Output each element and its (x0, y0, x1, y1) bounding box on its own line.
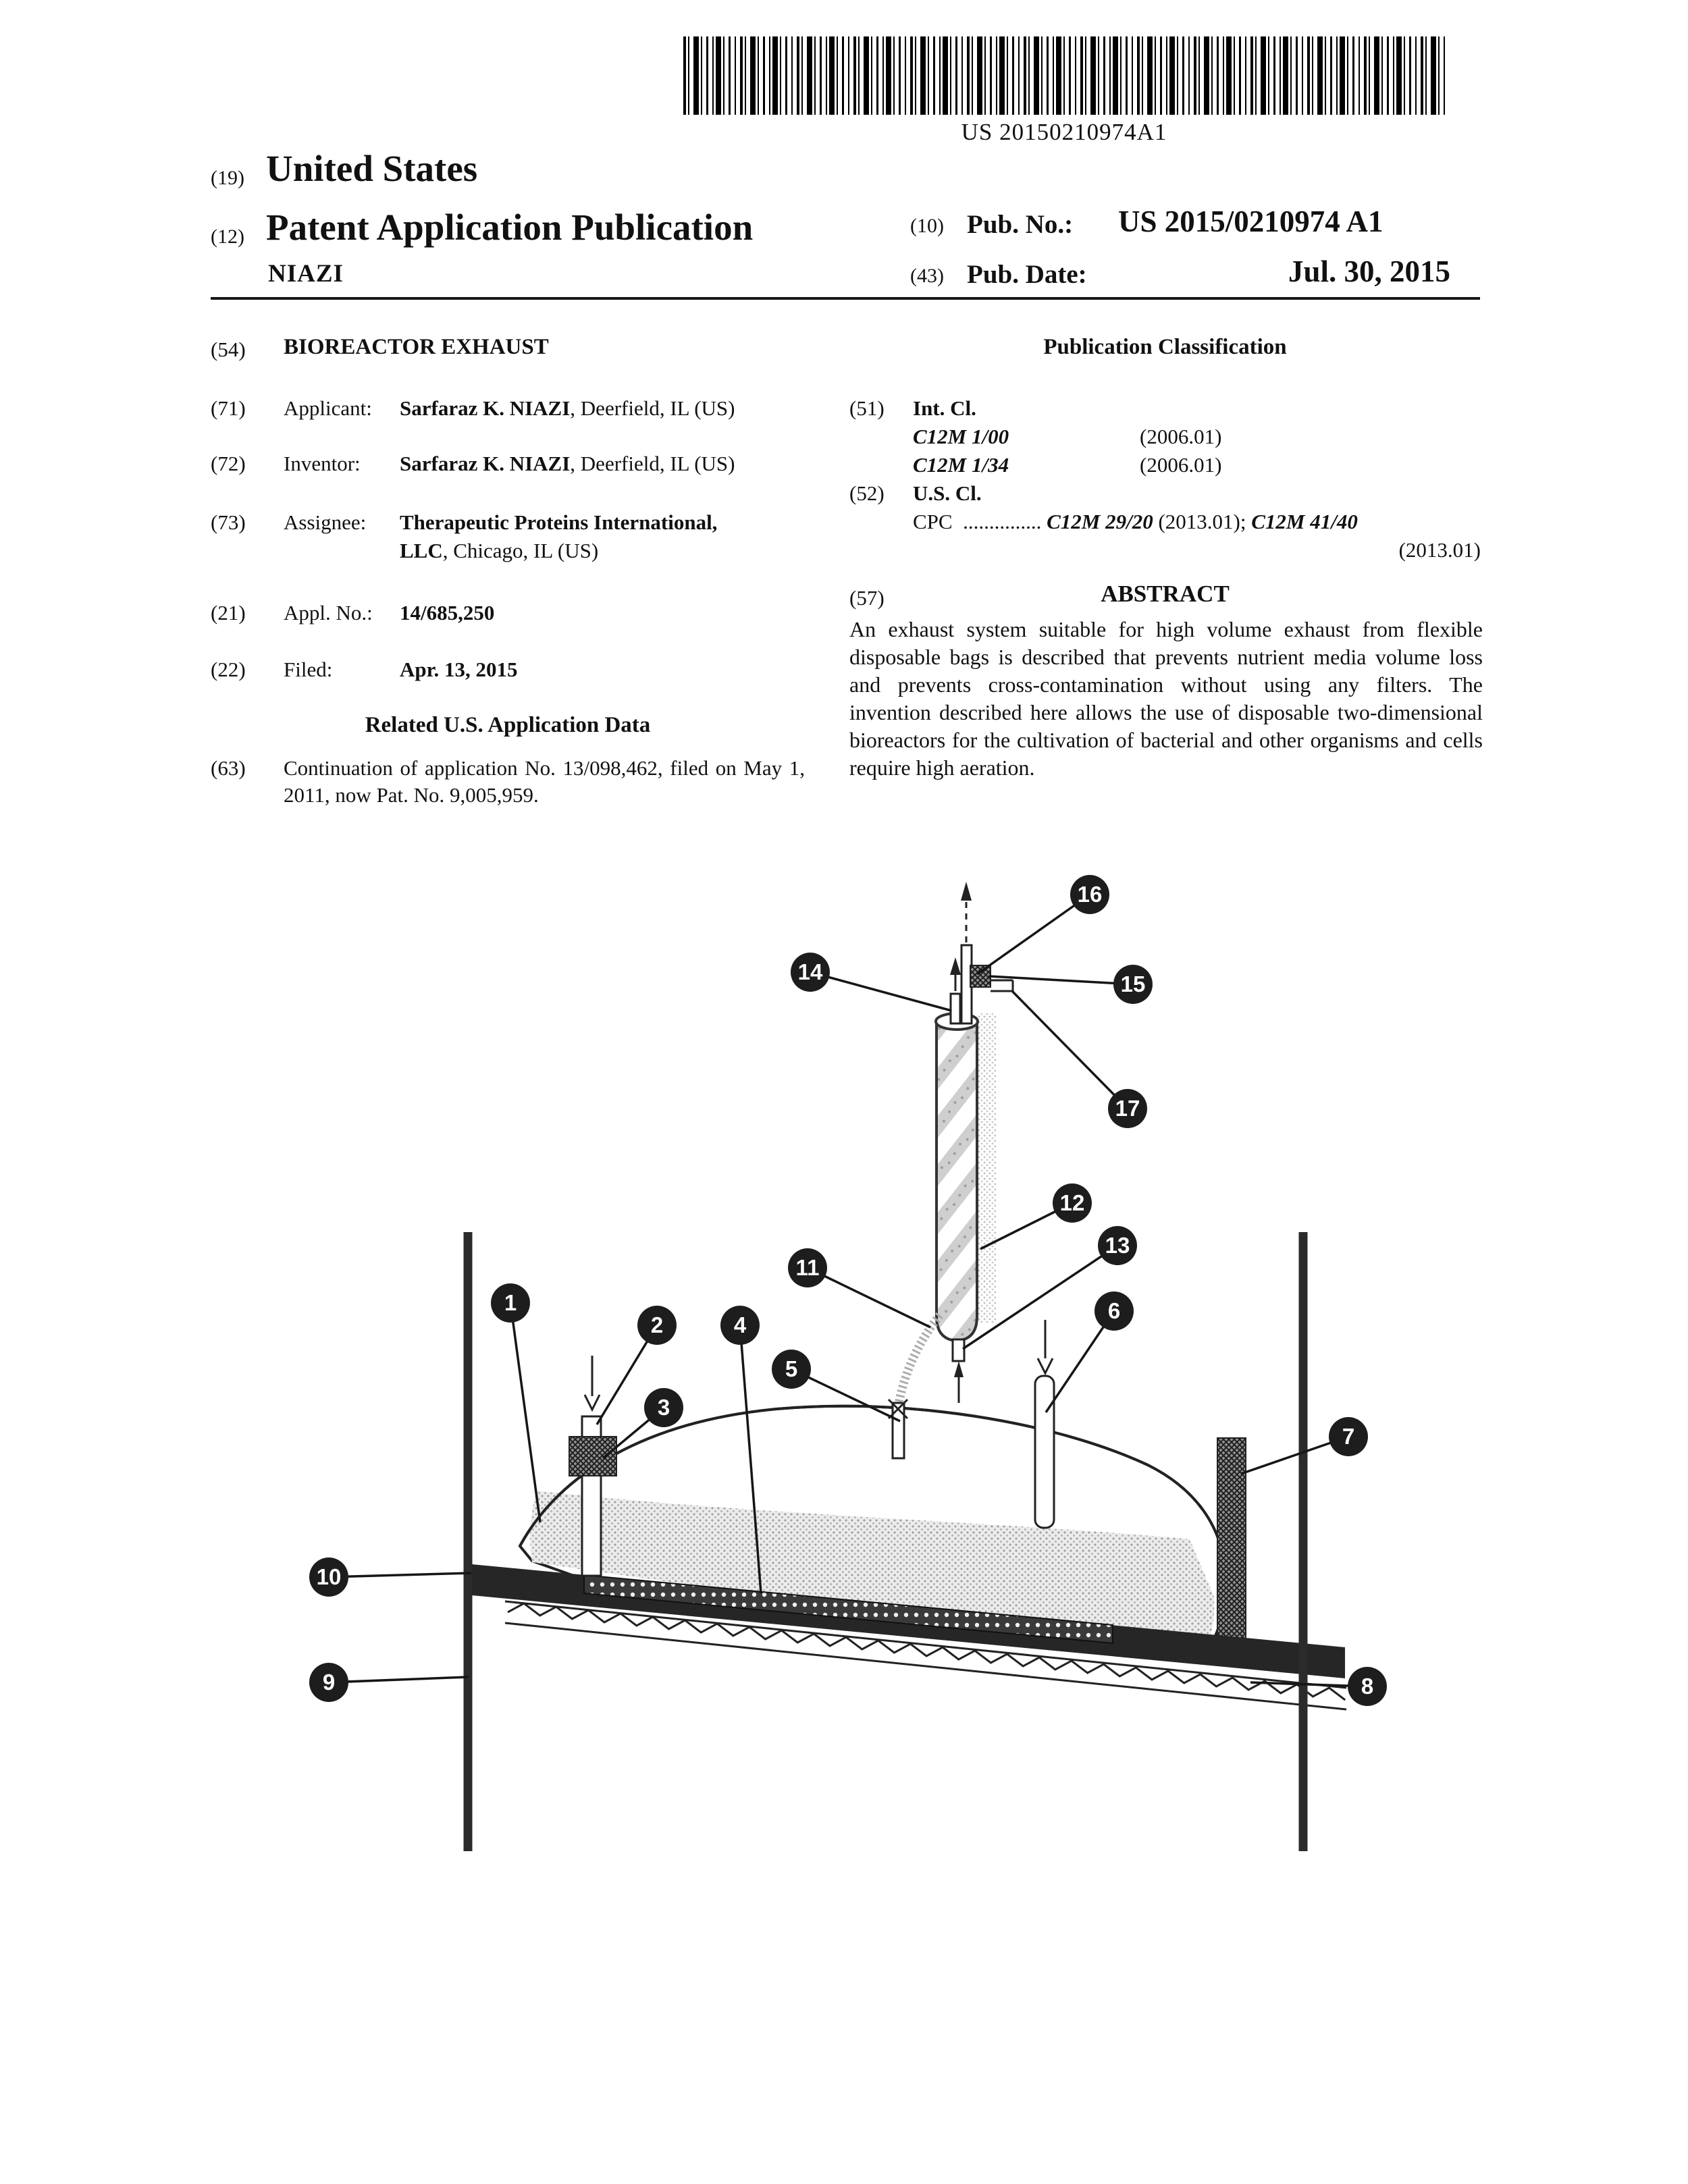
abstract-tag: (57) (849, 586, 885, 610)
pub-no-value: US 2015/0210974 A1 (1118, 205, 1383, 238)
assignee-line2-bold: LLC (400, 539, 443, 562)
country-tag: (19) (211, 167, 244, 189)
down-arrow-right (1038, 1358, 1053, 1373)
figure-callout-14: 14 (791, 953, 830, 992)
down-arrow-left (585, 1395, 600, 1410)
inventor-field-label: Inventor: (284, 452, 361, 475)
cpc-prefix: CPC (913, 510, 953, 533)
uscl-tag: (52) (849, 481, 885, 505)
assignee-line2-rest: , Chicago, IL (US) (442, 539, 599, 562)
pub-no-tag: (10) (910, 215, 944, 237)
pub-no-label: Pub. No.: (967, 210, 1074, 239)
applicant-name-bold: Sarfaraz K. NIAZI (400, 396, 571, 420)
figure-callout-13: 13 (1098, 1226, 1137, 1265)
exhaust-head (950, 882, 1013, 1023)
barcode (683, 36, 1445, 115)
intcl-year-2: (2006.01) (1140, 453, 1222, 477)
assignee-field-label: Assignee: (284, 510, 367, 534)
assignee-field-tag: (73) (211, 510, 246, 534)
applicant-field-value (400, 395, 735, 422)
cpc-mid: (2013.01); (1153, 510, 1252, 533)
figure-callout-5: 5 (772, 1350, 811, 1389)
cpc-line (913, 508, 1358, 535)
cpc-code-1: C12M 29/20 (1047, 510, 1153, 533)
vent-tube (951, 994, 960, 1023)
appl-no-label: Appl. No.: (284, 601, 373, 624)
publication-kind: Patent Application Publication (266, 207, 754, 248)
title-tag: (54) (211, 338, 246, 361)
cpc-dots: ............... (963, 510, 1042, 533)
inventor-field-value (400, 450, 735, 477)
transfer-hose (899, 1315, 940, 1404)
figure-callout-10: 10 (309, 1557, 348, 1597)
up-arrow-vent (950, 957, 961, 975)
country-name: United States (266, 148, 478, 189)
figure-callout-16: 16 (1070, 875, 1109, 914)
assignee-line1: Therapeutic Proteins International, (400, 510, 718, 534)
related-tag: (63) (211, 756, 246, 780)
support-bar (1217, 1438, 1246, 1641)
pub-date-value: Jul. 30, 2015 (1288, 255, 1450, 288)
related-text: Continuation of application No. 13/098,462, filed on May 1, 2011, now Pat. No. 9,005,959. (284, 756, 805, 807)
intcl-tag: (51) (849, 396, 885, 420)
applicant-surname: NIAZI (268, 260, 344, 288)
clamp-block (569, 1437, 616, 1476)
kind-tag: (12) (211, 225, 244, 248)
figure-callout-2: 2 (637, 1306, 677, 1345)
invention-title: BIOREACTOR EXHAUST (284, 335, 549, 359)
filed-label: Filed: (284, 658, 333, 681)
figure-callout-9: 9 (309, 1663, 348, 1702)
figure-drawing (270, 847, 1431, 1860)
figure-callout-7: 7 (1329, 1417, 1368, 1456)
intcl-code-2: C12M 1/34 (913, 453, 1009, 477)
inventor-name-bold: Sarfaraz K. NIAZI (400, 452, 571, 475)
exhaust-column (936, 1013, 996, 1361)
figure-callout-6: 6 (1094, 1291, 1134, 1331)
assignee-line2 (400, 537, 598, 564)
figure-callout-1: 1 (491, 1283, 530, 1323)
cpc-line2: (2013.01) (1398, 538, 1481, 562)
up-arrow-top (961, 882, 972, 901)
elbow-connector (970, 965, 991, 987)
figure-callout-15: 15 (1113, 965, 1153, 1004)
intcl-year-1: (2006.01) (1140, 425, 1222, 448)
figure-callout-12: 12 (1053, 1183, 1092, 1223)
figure-callout-8: 8 (1348, 1667, 1387, 1706)
appl-no-tag: (21) (211, 601, 246, 624)
abstract-heading: ABSTRACT (1101, 581, 1230, 607)
inventor-field-tag: (72) (211, 452, 246, 475)
figure-callout-17: 17 (1108, 1089, 1147, 1128)
nozzle (953, 1339, 964, 1361)
classification-heading: Publication Classification (1043, 335, 1287, 359)
applicant-field-label: Applicant: (284, 396, 372, 420)
filed-value: Apr. 13, 2015 (400, 658, 518, 681)
abstract-text: An exhaust system suitable for high volume exhaust from flexible disposable bags is described that prevents nutrient media volume loss and prevents cross-contamination without using any filters. The invention described here allows the use of disposable two-dimensional bioreactors for the cultivation of bacterial and other organisms and cells require high aeration. (849, 617, 1483, 780)
filed-tag: (22) (211, 658, 246, 681)
figure-callout-4: 4 (720, 1306, 760, 1345)
media-tube (1035, 1320, 1054, 1528)
applicant-name-rest: , Deerfield, IL (US) (570, 396, 735, 420)
intcl-label: Int. Cl. (913, 396, 976, 420)
pub-date-tag: (43) (910, 265, 944, 287)
inventor-name-rest: , Deerfield, IL (US) (570, 452, 735, 475)
pub-date-label: Pub. Date: (967, 260, 1087, 289)
figure-callout-3: 3 (644, 1388, 683, 1427)
up-arrow-nozzle (954, 1361, 964, 1403)
barcode-text: US 20150210974A1 (961, 119, 1167, 145)
figure-callout-11: 11 (788, 1248, 827, 1287)
header-divider (211, 297, 1480, 300)
uscl-label: U.S. Cl. (913, 481, 982, 505)
appl-no-value: 14/685,250 (400, 601, 495, 624)
applicant-field-tag: (71) (211, 396, 246, 420)
intcl-code-1: C12M 1/00 (913, 425, 1009, 448)
patent-figure (270, 847, 1431, 1860)
cpc-code-2: C12M 41/40 (1251, 510, 1358, 533)
related-data-heading: Related U.S. Application Data (365, 713, 651, 737)
